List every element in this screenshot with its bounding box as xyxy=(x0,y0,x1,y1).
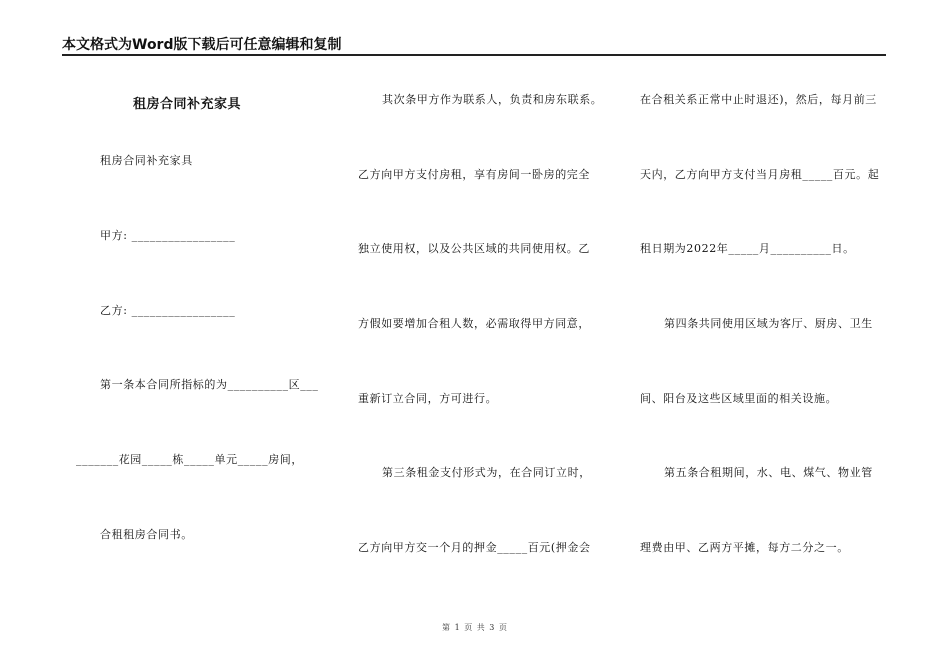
paragraph-line: 方假如要增加合租人数，必需取得甲方同意， xyxy=(358,317,590,330)
paragraph-line: 租房合同补充家具 xyxy=(100,154,193,167)
paragraph-line: 第五条合租期间，水、电、煤气、物业管 xyxy=(664,466,873,479)
party-a-line: 甲方: _________________ xyxy=(100,229,236,242)
paragraph-line: 间、阳台及这些区域里面的相关设施。 xyxy=(640,392,838,405)
document-title: 租房合同补充家具 xyxy=(133,97,242,112)
header-divider xyxy=(62,54,886,56)
paragraph-line: 第三条租金支付形式为，在合同订立时， xyxy=(382,466,591,479)
paragraph-line: 独立使用权，以及公共区域的共同使用权。乙 xyxy=(358,242,590,255)
page-number: 第 1 页 共 3 页 xyxy=(442,623,508,632)
paragraph-line: 重新订立合同，方可进行。 xyxy=(358,392,498,405)
paragraph-line: 第一条本合同所指标的为__________区___ xyxy=(100,378,319,391)
page-header: 本文格式为Word版下载后可任意编辑和复制 xyxy=(62,37,342,53)
paragraph-line: 合租租房合同书。 xyxy=(100,528,193,541)
paragraph-line: 在合租关系正常中止时退还)，然后，每月前三 xyxy=(640,93,877,106)
paragraph-line: 乙方向甲方交一个月的押金_____百元(押金会 xyxy=(358,541,591,554)
paragraph-line: 理费由甲、乙两方平摊，每方二分之一。 xyxy=(640,541,849,554)
paragraph-line: 天内，乙方向甲方支付当月房租_____百元。起 xyxy=(640,168,880,181)
party-b-line: 乙方: _________________ xyxy=(100,304,236,317)
paragraph-line: 乙方向甲方支付房租，享有房间一卧房的完全 xyxy=(358,168,590,181)
paragraph-line: 第四条共同使用区域为客厅、厨房、卫生 xyxy=(664,317,873,330)
paragraph-line: 其次条甲方作为联系人，负责和房东联系。 xyxy=(382,93,603,106)
paragraph-line: _______花园_____栋_____单元_____房间， xyxy=(76,453,303,466)
paragraph-line: 租日期为2022年_____月__________日。 xyxy=(640,242,855,255)
